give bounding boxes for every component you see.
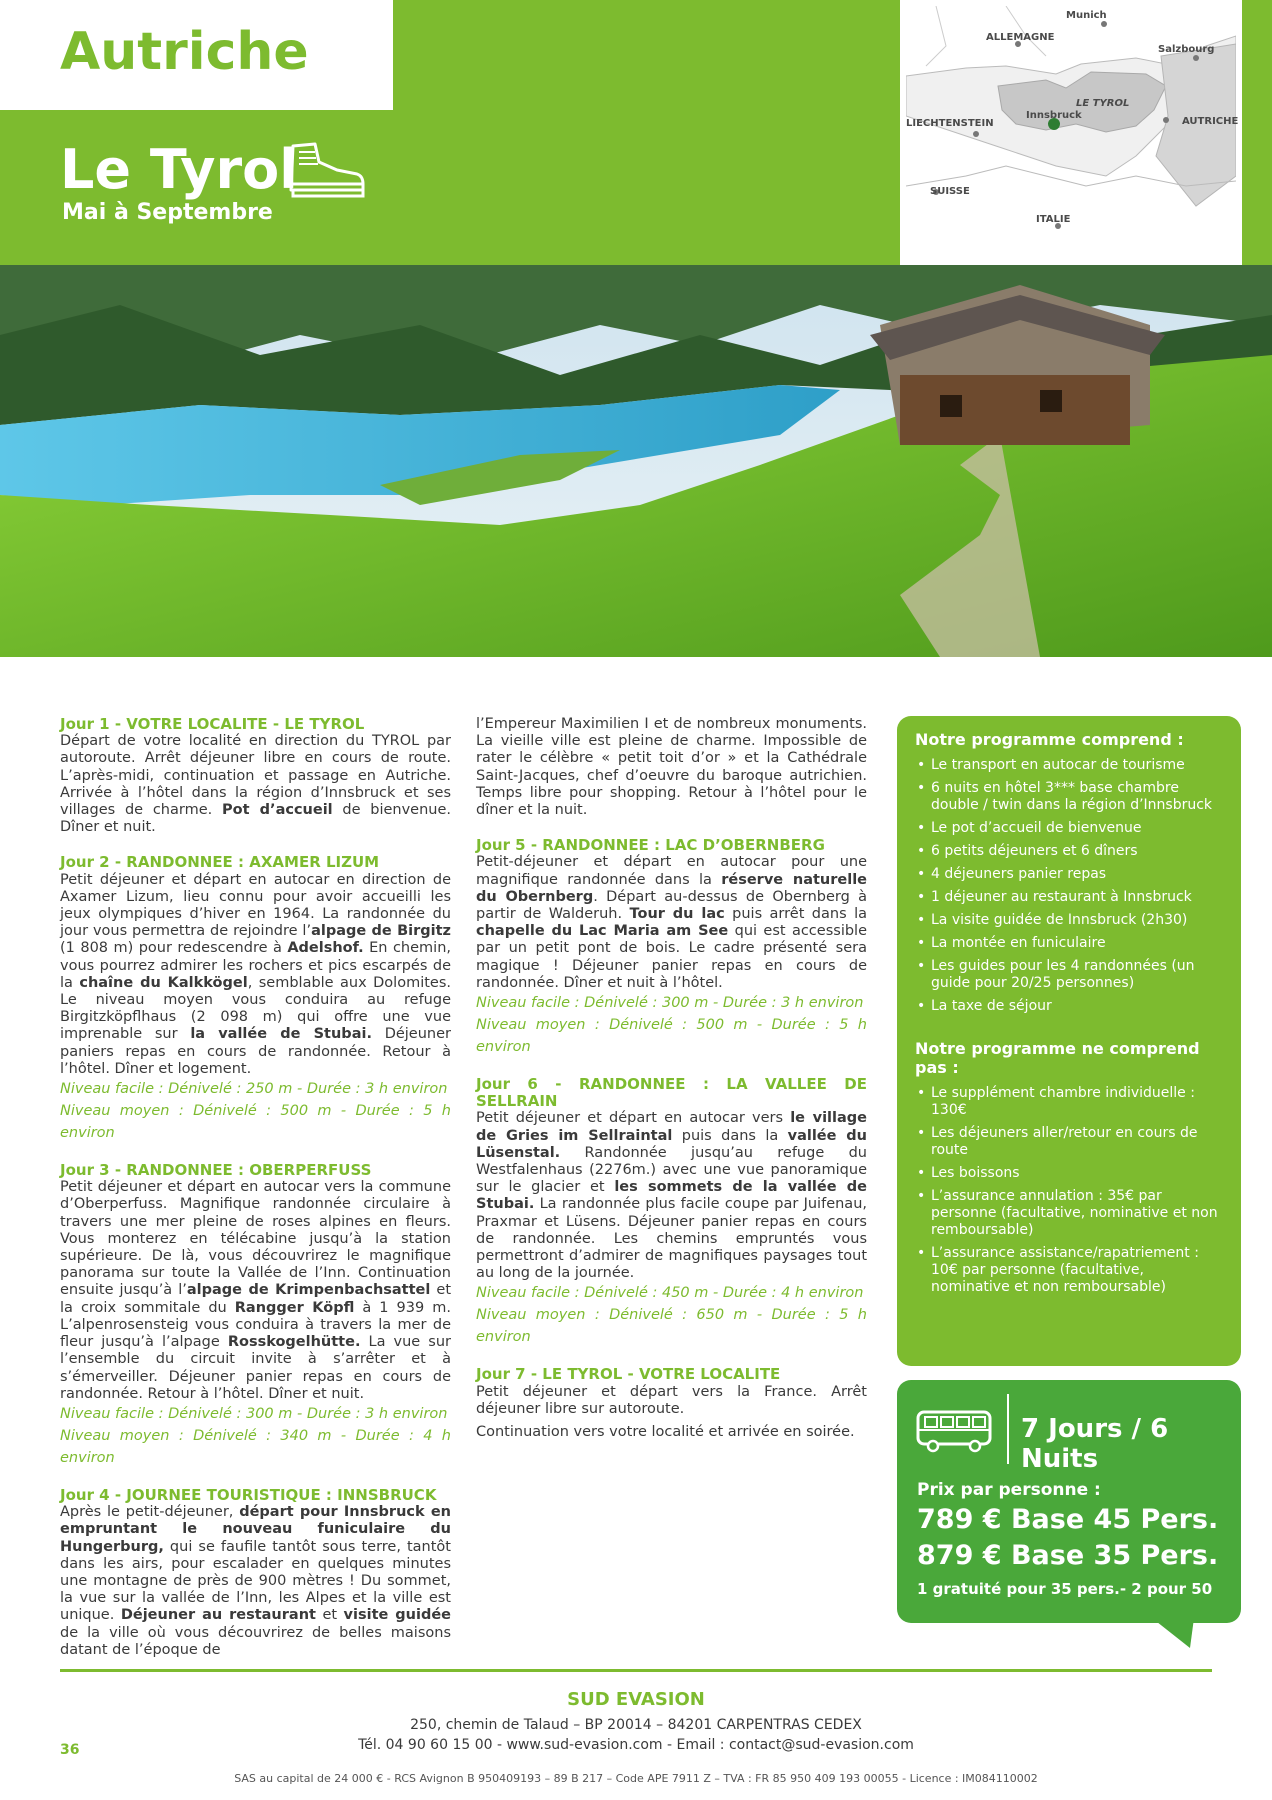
day-3-text-part: La vue sur l’ensemble du circuit invite à s’arrêter et à s’émerveiller. Déjeuner panier repas en cours de randonnée. Retour à l’hôtel. Dîner et nuit.	[60, 1334, 451, 1402]
bus-icon	[915, 1406, 995, 1456]
includes-item: • Les guides pour les 4 randonnées (un guide pour 20/25 personnes)	[915, 958, 1223, 992]
day-3	[60, 1162, 451, 1469]
day-2-text-part: En chemin, vous pourrez admirer les rochers et pics escarpés de la	[60, 940, 451, 991]
day-2-title: Jour 2 - RANDONNEE : AXAMER LIZUM	[60, 853, 380, 872]
region-title: Le Tyrol	[60, 138, 298, 201]
includes-item: • Le pot d’accueil de bienvenue	[915, 820, 1223, 837]
day-6-text-part: La randonnée plus facile coupe par Juifenau, Praxmar et Lüsens. Déjeuner panier repas en cours de randonnée. Les chemins empruntés vous permettront d’admirer de magnifiques paysages tout au long de la journée.	[476, 1196, 867, 1282]
day-6-text-part: puis dans la	[672, 1127, 788, 1144]
day-1-text	[60, 733, 451, 836]
includes-item: • La taxe de séjour	[915, 998, 1223, 1015]
day-7-title: Jour 7 - LE TYROL - VOTRE LOCALITE	[476, 1365, 781, 1384]
footer-address: 250, chemin de Talaud – BP 20014 – 84201 CARPENTRAS CEDEX	[410, 1717, 862, 1733]
includes-item: • 6 petits déjeuners et 6 dîners	[915, 843, 1223, 860]
price-box	[897, 1380, 1241, 1623]
trip-duration: 7 Jours / 6 Nuits	[1021, 1414, 1169, 1474]
day-5-text	[476, 854, 867, 992]
footer-contact: Tél. 04 90 60 15 00 - www.sud-evasion.com - Email : contact@sud-evasion.com	[358, 1737, 914, 1753]
day-6-medium-level: Niveau moyen : Dénivelé : 650 m - Durée : 5 h environ	[476, 1307, 867, 1346]
includes-list	[915, 757, 1223, 1015]
day-5-highlight: Tour du lac	[629, 906, 725, 923]
region-map	[900, 0, 1242, 300]
day-5	[476, 837, 867, 1058]
map-label-salzbourg: Salzbourg	[1158, 44, 1215, 55]
price-label: Prix par personne :	[917, 1480, 1101, 1500]
day-3-easy-level: Niveau facile : Dénivelé : 300 m - Durée : 3 h environ	[60, 1405, 448, 1422]
day-4-highlight: départ pour Innsbruck en empruntant le nouveau funiculaire du Hungerburg,	[60, 1504, 451, 1555]
day-2	[60, 854, 451, 1144]
day-3-medium-level: Niveau moyen : Dénivelé : 340 m - Durée : 4 h environ	[60, 1427, 451, 1466]
page-number: 36	[60, 1742, 80, 1758]
day-2-text-part: , semblable aux Dolomites. Le niveau moyen vous conduira au refuge Birgitzköpflhaus (2 098 m) qui offre une vue imprenable sur	[60, 974, 451, 1043]
footer-divider	[60, 1669, 1212, 1672]
day-4-text-part: Après le petit-déjeuner,	[60, 1504, 240, 1521]
map-label-allemagne: ALLEMAGNE	[986, 32, 1055, 43]
free-places-note: 1 gratuité pour 35 pers.- 2 pour 50	[917, 1580, 1213, 1598]
day-6-highlight: les sommets de la vallée de Stubai.	[476, 1179, 867, 1213]
day-4-text-part: qui se faufile tantôt sous terre, tantôt dans les airs, pour escalader en quelques minutes une montagne de près de 900 mètres ! Du sommet, la vue sur la vallée de l’Inn, les Alpes et la ville est unique.	[60, 1538, 451, 1624]
day-6-easy-level: Niveau facile : Dénivelé : 450 m - Durée : 4 h environ	[476, 1285, 864, 1302]
day-6-title: Jour 6 - RANDONNEE : LA VALLEE DE SELLRAIN	[476, 1075, 867, 1111]
day-6-highlight: vallée du Lüsenstal.	[476, 1127, 867, 1161]
day-2-highlight: Adelshof.	[287, 940, 364, 957]
day-1	[60, 716, 451, 836]
map-label-autriche: AUTRICHE	[1182, 116, 1239, 127]
map-label-italie: ITALIE	[1036, 214, 1071, 225]
itinerary-column-2	[476, 716, 867, 1459]
hiking-boot-icon	[285, 140, 365, 200]
day-2-medium-level: Niveau moyen : Dénivelé : 500 m - Durée : 5 h environ	[60, 1103, 451, 1142]
price-divider	[1007, 1394, 1009, 1464]
day-4-continued	[476, 716, 867, 819]
map-label-le-tyrol: LE TYROL	[1076, 98, 1130, 109]
excludes-title: Notre programme ne comprend pas :	[915, 1039, 1200, 1077]
program-box	[897, 716, 1241, 1366]
price-box-tail	[1152, 1618, 1194, 1648]
day-4-text	[60, 1504, 451, 1659]
day-4-highlight: visite guidée	[343, 1607, 451, 1624]
excludes-item: • L’assurance annulation : 35€ par personne (facultative, nominative et non remboursable)	[915, 1188, 1223, 1239]
day-3-title: Jour 3 - RANDONNEE : OBERPERFUSS	[60, 1161, 372, 1180]
includes-title: Notre programme comprend :	[915, 730, 1184, 749]
map-label-liechtenstein: LIECHTENSTEIN	[906, 118, 994, 129]
day-7-text-2: Continuation vers votre localité et arrivée en soirée.	[476, 1424, 855, 1441]
day-2-easy-level: Niveau facile : Dénivelé : 250 m - Durée : 3 h environ	[60, 1081, 448, 1098]
day-6	[476, 1076, 867, 1348]
day-6-highlight: le village de Gries im Sellraintal	[476, 1110, 867, 1144]
day-4-text-part: de la ville où vous découvrirez de belles maisons datant de l’époque de	[60, 1624, 451, 1658]
day-1-highlight: Pot d’accueil	[221, 802, 333, 819]
includes-section	[897, 716, 1241, 1015]
footer-legal: SAS au capital de 24 000 € - RCS Avignon B 950409193 – 89 B 217 – Code APE 7911 Z – TVA : FR 85 950 409 193 00055 - Licence : IM084110002	[234, 1772, 1038, 1785]
day-4-text-continued: l’Empereur Maximilien I et de nombreux monuments. La vieille ville est pleine de charme. Impossible de rater le célèbre « petit toit d’or » et la Cathédrale Saint-Jacques, chef d’oeuvre du baroque autrichien. Temps libre pour shopping. Retour à l’hôtel pour le dîner et la nuit.	[476, 716, 867, 819]
includes-item: • 1 déjeuner au restaurant à Innsbruck	[915, 889, 1223, 906]
excludes-item: • Le supplément chambre individuelle : 130€	[915, 1085, 1223, 1119]
day-5-highlight: réserve naturelle du Obernberg	[476, 871, 867, 905]
map-label-suisse: SUISSE	[930, 186, 970, 197]
map-label-munich: Munich	[1066, 10, 1107, 21]
day-2-highlight: chaîne du Kalkkögel	[79, 974, 248, 991]
landscape-photo	[0, 265, 1272, 657]
day-1-text-part: de bienvenue. Dîner et nuit.	[60, 802, 451, 836]
day-3-text-part: et la croix sommitale du	[60, 1282, 452, 1316]
day-5-highlight: chapelle du Lac Maria am See	[476, 923, 729, 940]
day-4-title: Jour 4 - JOURNEE TOURISTIQUE : INNSBRUCK	[60, 1485, 437, 1504]
day-3-text-part: Petit déjeuner et départ en autocar vers la commune d’Oberperfuss. Magnifique randonnée circulaire à travers une mer pleine de roses alpines en fleurs. Vous monterez en télécabine jusqu’à la station supérieure. De là, vous découvrirez le magnifique panorama sur toute la Vallée de l’Inn. Continuation ensuite jusqu’à l’	[60, 1179, 451, 1299]
includes-item: • 6 nuits en hôtel 3*** base chambre double / twin dans la région d’Innsbruck	[915, 780, 1223, 814]
day-4-highlight: Déjeuner au restaurant	[120, 1607, 316, 1624]
country-title: Autriche	[60, 22, 309, 82]
day-2-text-part: Petit déjeuner et départ en autocar en direction de Axamer Lizum, lieu connu pour avoir accueilli les jeux olympiques d’hiver en 1964. La randonnée du jour vous permettra de rejoindre l’	[60, 871, 451, 940]
day-5-text-part: puis arrêt dans la	[724, 906, 867, 923]
day-6-text	[476, 1110, 867, 1282]
footer-company: SUD EVASION	[567, 1689, 705, 1710]
includes-item: • 4 déjeuners panier repas	[915, 866, 1223, 883]
day-2-highlight: la vallée de Stubai.	[190, 1026, 372, 1043]
excludes-section	[897, 1021, 1241, 1296]
day-3-highlight: Rangger Köpfl	[234, 1299, 355, 1316]
excludes-item: • Les boissons	[915, 1165, 1223, 1182]
day-6-text-part: Randonnée jusqu’au refuge du Westfalenhaus (2276m.) avec une vue panoramique sur le glacier et	[476, 1144, 867, 1196]
day-5-text-part: qui est accessible par un petit pont de bois. Le cadre présenté sera magique ! Déjeuner panier repas en cours de randonnée. Dîner et nuit à l’hôtel.	[476, 923, 867, 991]
day-2-text	[60, 872, 451, 1078]
day-5-easy-level: Niveau facile : Dénivelé : 300 m - Durée : 3 h environ	[476, 995, 864, 1012]
excludes-item: • L’assurance assistance/rapatriement : 10€ par personne (facultative, nominative et non remboursable)	[915, 1245, 1223, 1296]
day-2-text-part: (1 808 m) pour redescendre à	[60, 940, 288, 957]
day-6-text-part: Petit déjeuner et départ en autocar vers	[476, 1110, 791, 1127]
map-label-innsbruck: Innsbruck	[1026, 110, 1082, 121]
day-7-text: Petit déjeuner et départ vers la France. Arrêt déjeuner libre sur autoroute.	[476, 1383, 867, 1417]
day-2-highlight: alpage de Birgitz	[311, 923, 451, 940]
season-subtitle: Mai à Septembre	[62, 200, 273, 225]
day-3-text-part: à 1 939 m. L’alpenrosensteig vous conduira à travers la mer de fleur jusqu’à l’alpage	[60, 1299, 451, 1351]
excludes-list	[915, 1085, 1223, 1296]
day-1-title: Jour 1 - VOTRE LOCALITE - LE TYROL	[60, 715, 365, 733]
day-7	[476, 1366, 867, 1441]
itinerary-column-1	[60, 716, 451, 1677]
includes-item: • La visite guidée de Innsbruck (2h30)	[915, 912, 1223, 929]
day-5-text-part: Petit-déjeuner et départ en autocar pour une magnifique randonnée dans la	[476, 854, 867, 888]
price-base-35: 879 € Base 35 Pers.	[917, 1540, 1219, 1571]
day-5-medium-level: Niveau moyen : Dénivelé : 500 m - Durée : 5 h environ	[476, 1017, 867, 1056]
excludes-item: • Les déjeuners aller/retour en cours de route	[915, 1125, 1223, 1159]
day-4-text-part: et	[315, 1607, 344, 1624]
includes-item: • Le transport en autocar de tourisme	[915, 757, 1223, 774]
day-5-text-part: . Départ au-dessus de Obernberg à partir de Walderuh.	[476, 888, 867, 923]
day-1-text-part: Départ de votre localité en direction du TYROL par autoroute. Arrêt déjeuner libre en cours de route. L’après-midi, continuation et passage en Autriche. Arrivée à l’hôtel dans la région d’Innsbruck et ses villages de charme.	[60, 733, 451, 819]
day-5-title: Jour 5 - RANDONNEE : LAC D’OBERNBERG	[476, 836, 825, 855]
day-2-text-part: Déjeuner paniers repas en cours de randonnée. Retour à l’hôtel. Dîner et logement.	[60, 1026, 451, 1077]
day-4	[60, 1487, 451, 1659]
price-base-45: 789 € Base 45 Pers.	[917, 1504, 1219, 1535]
day-3-text	[60, 1179, 451, 1403]
day-3-highlight: Rosskogelhütte.	[227, 1334, 361, 1351]
day-3-highlight: alpage de Krimpenbachsattel	[186, 1282, 431, 1299]
includes-item: • La montée en funiculaire	[915, 935, 1223, 952]
